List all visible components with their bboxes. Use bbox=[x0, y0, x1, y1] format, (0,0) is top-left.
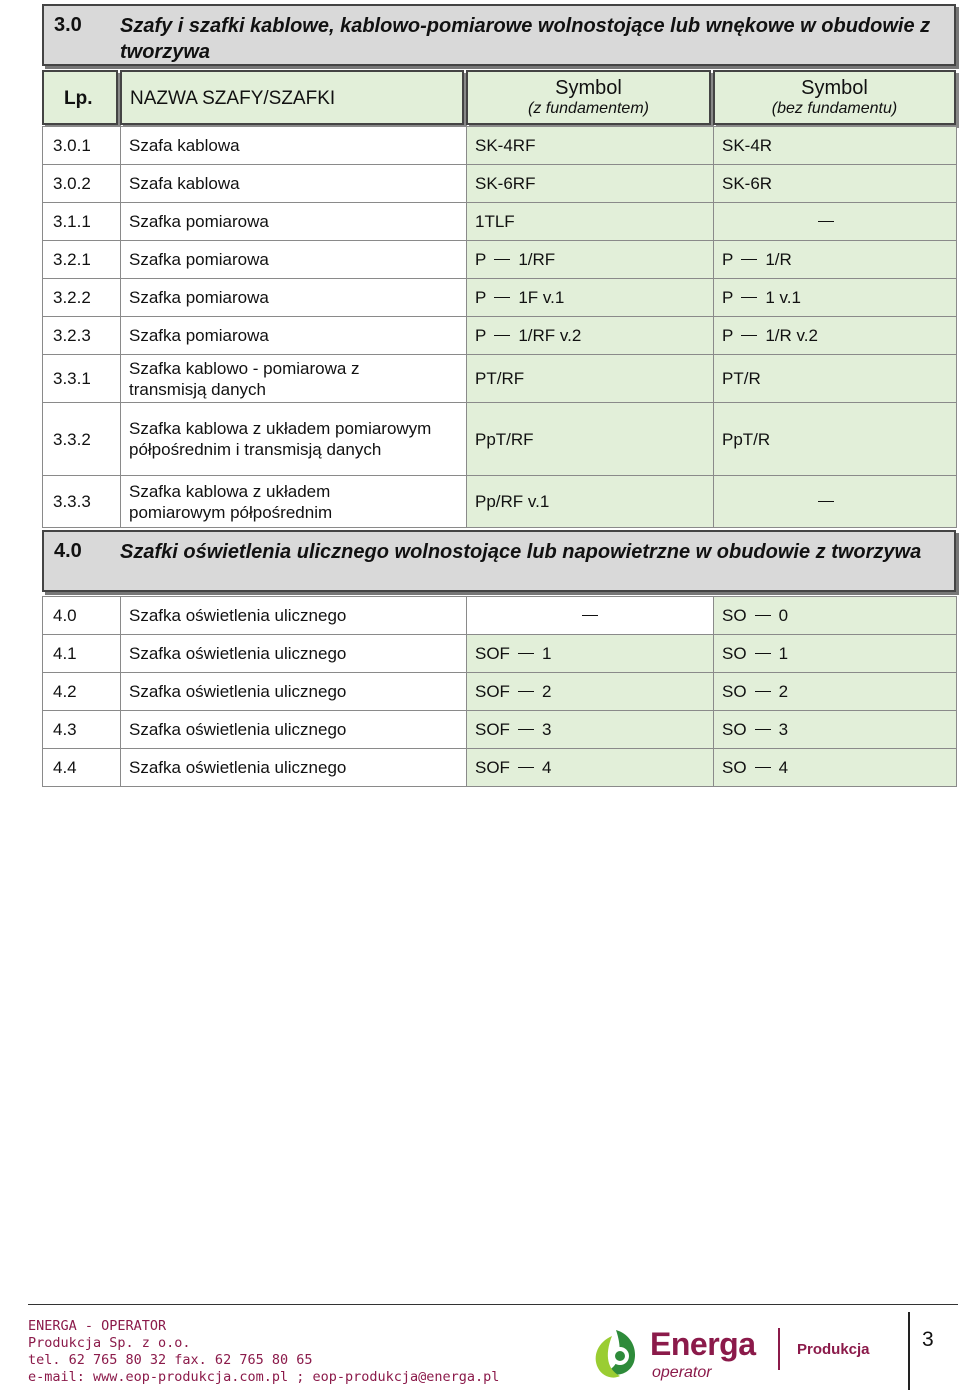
row-symbol-2-empty bbox=[714, 476, 957, 528]
section-number: 3.0 bbox=[54, 14, 82, 36]
logo-separator bbox=[778, 1328, 780, 1370]
row-lp: 3.1.1 bbox=[43, 203, 121, 241]
row-symbol-2: SO 1 bbox=[714, 635, 957, 673]
energa-logo bbox=[590, 1322, 780, 1384]
row-symbol-2: P 1/R v.2 bbox=[714, 317, 957, 355]
row-name: Szafka pomiarowa bbox=[121, 317, 467, 355]
row-lp: 3.3.2 bbox=[43, 403, 121, 476]
row-name: Szafa kablowa bbox=[121, 127, 467, 165]
symbol2-label: Symbol bbox=[801, 77, 868, 99]
energa-leaf-icon bbox=[590, 1326, 642, 1382]
table-row bbox=[43, 476, 957, 528]
row-symbol-1: P 1F v.1 bbox=[467, 279, 714, 317]
section-4-header bbox=[42, 530, 956, 592]
dash-icon bbox=[818, 501, 834, 502]
row-name: Szafka oświetlenia ulicznego bbox=[121, 597, 467, 635]
table-row bbox=[43, 597, 957, 635]
row-name: Szafka pomiarowa bbox=[121, 241, 467, 279]
table-row bbox=[43, 317, 957, 355]
row-lp: 4.3 bbox=[43, 711, 121, 749]
row-lp: 3.2.3 bbox=[43, 317, 121, 355]
section-3-table bbox=[42, 126, 957, 528]
row-symbol-1: PT/RF bbox=[467, 355, 714, 403]
row-lp: 3.0.2 bbox=[43, 165, 121, 203]
row-symbol-1: SOF 3 bbox=[467, 711, 714, 749]
row-symbol-2: P 1/R bbox=[714, 241, 957, 279]
page-number-divider bbox=[908, 1312, 910, 1390]
table-row bbox=[43, 241, 957, 279]
logo-sub: operator bbox=[652, 1364, 712, 1381]
row-lp: 3.0.1 bbox=[43, 127, 121, 165]
row-symbol-2: SO 4 bbox=[714, 749, 957, 787]
symbol1-sub: (z fundamentem) bbox=[528, 100, 649, 117]
row-symbol-1: PpT/RF bbox=[467, 403, 714, 476]
row-symbol-2-empty bbox=[714, 203, 957, 241]
table-row bbox=[43, 279, 957, 317]
row-name: Szafka oświetlenia ulicznego bbox=[121, 635, 467, 673]
table-row bbox=[43, 127, 957, 165]
row-symbol-1-empty bbox=[467, 597, 714, 635]
row-name: Szafka kablowa z układem pomiarowym półpośrednim bbox=[121, 476, 467, 528]
row-name: Szafka oświetlenia ulicznego bbox=[121, 749, 467, 787]
footer-company: ENERGA - OPERATOR bbox=[28, 1318, 167, 1334]
footer-division: Produkcja Sp. z o.o. bbox=[28, 1335, 191, 1351]
column-header-lp bbox=[42, 70, 118, 125]
table-row bbox=[43, 203, 957, 241]
section-title: Szafki oświetlenia ulicznego wolnostojące lub napowietrzne w obudowie z tworzywa bbox=[120, 541, 922, 563]
row-lp: 4.2 bbox=[43, 673, 121, 711]
row-lp: 4.4 bbox=[43, 749, 121, 787]
row-name: Szafka kablowo - pomiarowa z transmisją danych bbox=[121, 355, 467, 403]
row-symbol-1: Pp/RF v.1 bbox=[467, 476, 714, 528]
row-symbol-1: SOF 2 bbox=[467, 673, 714, 711]
table-row bbox=[43, 749, 957, 787]
row-symbol-2: PT/R bbox=[714, 355, 957, 403]
page-number: 3 bbox=[922, 1328, 934, 1351]
row-symbol-2: SO 0 bbox=[714, 597, 957, 635]
symbol1-label: Symbol bbox=[555, 77, 622, 99]
row-symbol-2: SK-6R bbox=[714, 165, 957, 203]
row-name: Szafka kablowa z układem pomiarowym półpośrednim i transmisją danych bbox=[121, 403, 467, 476]
table-row bbox=[43, 165, 957, 203]
column-lp-label: Lp. bbox=[64, 88, 93, 109]
dash-icon bbox=[818, 221, 834, 222]
row-symbol-1: SOF 1 bbox=[467, 635, 714, 673]
row-symbol-2: P 1 v.1 bbox=[714, 279, 957, 317]
row-symbol-1: SK-6RF bbox=[467, 165, 714, 203]
row-symbol-1: 1TLF bbox=[467, 203, 714, 241]
row-symbol-2: SK-4R bbox=[714, 127, 957, 165]
row-lp: 3.2.1 bbox=[43, 241, 121, 279]
row-name: Szafa kablowa bbox=[121, 165, 467, 203]
row-lp: 4.1 bbox=[43, 635, 121, 673]
row-symbol-2: PpT/R bbox=[714, 403, 957, 476]
footer-phone: tel. 62 765 80 32 fax. 62 765 80 65 bbox=[28, 1352, 313, 1368]
footer-divider bbox=[28, 1304, 958, 1305]
table-row bbox=[43, 403, 957, 476]
table-row bbox=[43, 711, 957, 749]
row-lp: 3.3.1 bbox=[43, 355, 121, 403]
column-header-symbol-foundation bbox=[466, 70, 711, 125]
row-symbol-1: SOF 4 bbox=[467, 749, 714, 787]
row-lp: 4.0 bbox=[43, 597, 121, 635]
symbol2-sub: (bez fundamentu) bbox=[771, 100, 898, 117]
column-name-label: NAZWA SZAFY/SZAFKI bbox=[130, 88, 336, 109]
footer-contact bbox=[28, 1318, 499, 1386]
section-4-table bbox=[42, 596, 957, 787]
row-lp: 3.2.2 bbox=[43, 279, 121, 317]
logo-word: Energa bbox=[650, 1326, 756, 1362]
row-symbol-2: SO 3 bbox=[714, 711, 957, 749]
dash-icon bbox=[582, 615, 598, 616]
section-title: Szafy i szafki kablowe, kablowo-pomiarowe wolnostojące lub wnękowe w obudowie z tworzywa bbox=[120, 15, 931, 63]
row-name: Szafka pomiarowa bbox=[121, 279, 467, 317]
row-symbol-1: P 1/RF bbox=[467, 241, 714, 279]
table-row bbox=[43, 355, 957, 403]
section-3-header bbox=[42, 4, 956, 66]
produkcja-label: Produkcja bbox=[797, 1341, 870, 1358]
section-number: 4.0 bbox=[54, 540, 82, 562]
row-lp: 3.3.3 bbox=[43, 476, 121, 528]
row-name: Szafka pomiarowa bbox=[121, 203, 467, 241]
row-name: Szafka oświetlenia ulicznego bbox=[121, 711, 467, 749]
footer-email: e-mail: www.eop-produkcja.com.pl ; eop-produkcja@energa.pl bbox=[28, 1369, 500, 1385]
table-row bbox=[43, 635, 957, 673]
column-header-name bbox=[120, 70, 464, 125]
table-row bbox=[43, 673, 957, 711]
row-name: Szafka oświetlenia ulicznego bbox=[121, 673, 467, 711]
row-symbol-1: SK-4RF bbox=[467, 127, 714, 165]
column-header-symbol-no-foundation bbox=[713, 70, 956, 125]
row-symbol-2: SO 2 bbox=[714, 673, 957, 711]
row-symbol-1: P 1/RF v.2 bbox=[467, 317, 714, 355]
